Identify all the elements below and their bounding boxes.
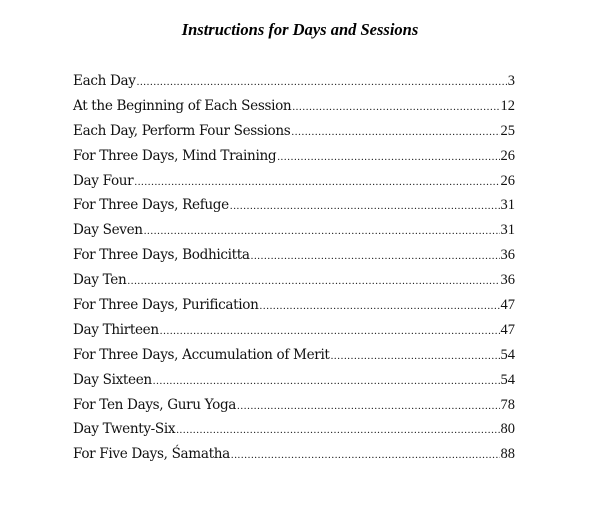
toc-entry-page: 31 (500, 197, 515, 214)
toc-entry-page: 31 (500, 222, 515, 239)
dot-leader (153, 375, 500, 387)
dot-leader (134, 176, 499, 188)
dot-leader (231, 449, 500, 461)
toc-entry-label: For Three Days, Purification (73, 297, 259, 314)
toc-entry-label: Day Twenty-Six (73, 421, 176, 438)
dot-leader (251, 250, 500, 262)
dot-leader (277, 151, 499, 163)
toc-entry[interactable] (73, 446, 515, 471)
toc-entry-page: 78 (500, 396, 515, 413)
toc-entry-label: Day Sixteen (73, 371, 152, 388)
toc-entry-page: 47 (500, 297, 515, 314)
toc-entry[interactable] (73, 297, 515, 322)
toc-entry[interactable] (73, 123, 515, 148)
toc-entry-page: 36 (500, 272, 515, 289)
toc-entry-page: 47 (500, 321, 515, 338)
dot-leader (237, 400, 499, 412)
toc-entry-page: 26 (500, 172, 515, 189)
toc-entry-page: 12 (500, 97, 515, 114)
toc-entry-label: For Ten Days, Guru Yoga (73, 396, 237, 413)
dot-leader (230, 200, 500, 212)
toc-entry[interactable] (73, 421, 515, 446)
toc-entry[interactable] (73, 322, 515, 347)
toc-entry-label: Each Day (73, 73, 136, 89)
toc-entry-page: 54 (500, 346, 515, 363)
toc-entry-label: For Three Days, Mind Training (73, 147, 277, 164)
toc-entry-label: For Three Days, Bodhicitta (73, 247, 250, 264)
toc-entry-label: Day Thirteen (73, 321, 159, 338)
toc-entry[interactable] (73, 372, 515, 397)
toc-entry-label: Day Ten (73, 272, 127, 289)
toc-entry[interactable] (73, 173, 515, 198)
toc-entry-label: For Five Days, Śamatha (73, 446, 230, 463)
dot-leader (137, 76, 507, 88)
toc-entry-page: 3 (507, 73, 515, 89)
toc-entry[interactable] (73, 397, 515, 422)
toc-entry-label: Each Day, Perform Four Sessions (73, 122, 291, 139)
dot-leader (176, 424, 499, 436)
toc-entry-label: Day Four (73, 172, 134, 189)
toc-entry-page: 26 (500, 147, 515, 164)
toc-entry-label: At the Beginning of Each Session (73, 97, 292, 114)
toc-entry[interactable] (73, 73, 515, 98)
toc-entry[interactable] (73, 347, 515, 372)
toc-entry-page: 54 (500, 371, 515, 388)
dot-leader (160, 325, 500, 337)
dot-leader (292, 101, 499, 113)
toc-entry-page: 25 (500, 122, 515, 139)
toc-entry-page: 88 (500, 446, 515, 463)
page-title: Instructions for Days and Sessions (181, 20, 419, 39)
toc-entry[interactable] (73, 222, 515, 247)
dot-leader (127, 275, 499, 287)
toc-entry-page: 80 (500, 421, 515, 438)
toc-entry-label: For Three Days, Accumulation of Merit (73, 346, 330, 363)
table-of-contents (73, 73, 515, 471)
toc-entry-label: Day Seven (73, 222, 143, 239)
toc-entry[interactable] (73, 98, 515, 123)
dot-leader (260, 300, 500, 312)
dot-leader (291, 126, 499, 138)
dot-leader (331, 350, 500, 362)
toc-entry[interactable] (73, 272, 515, 297)
toc-entry[interactable] (73, 148, 515, 173)
dot-leader (144, 225, 500, 237)
toc-entry-label: For Three Days, Refuge (73, 197, 229, 214)
toc-entry[interactable] (73, 197, 515, 222)
toc-entry[interactable] (73, 247, 515, 272)
toc-entry-page: 36 (500, 247, 515, 264)
